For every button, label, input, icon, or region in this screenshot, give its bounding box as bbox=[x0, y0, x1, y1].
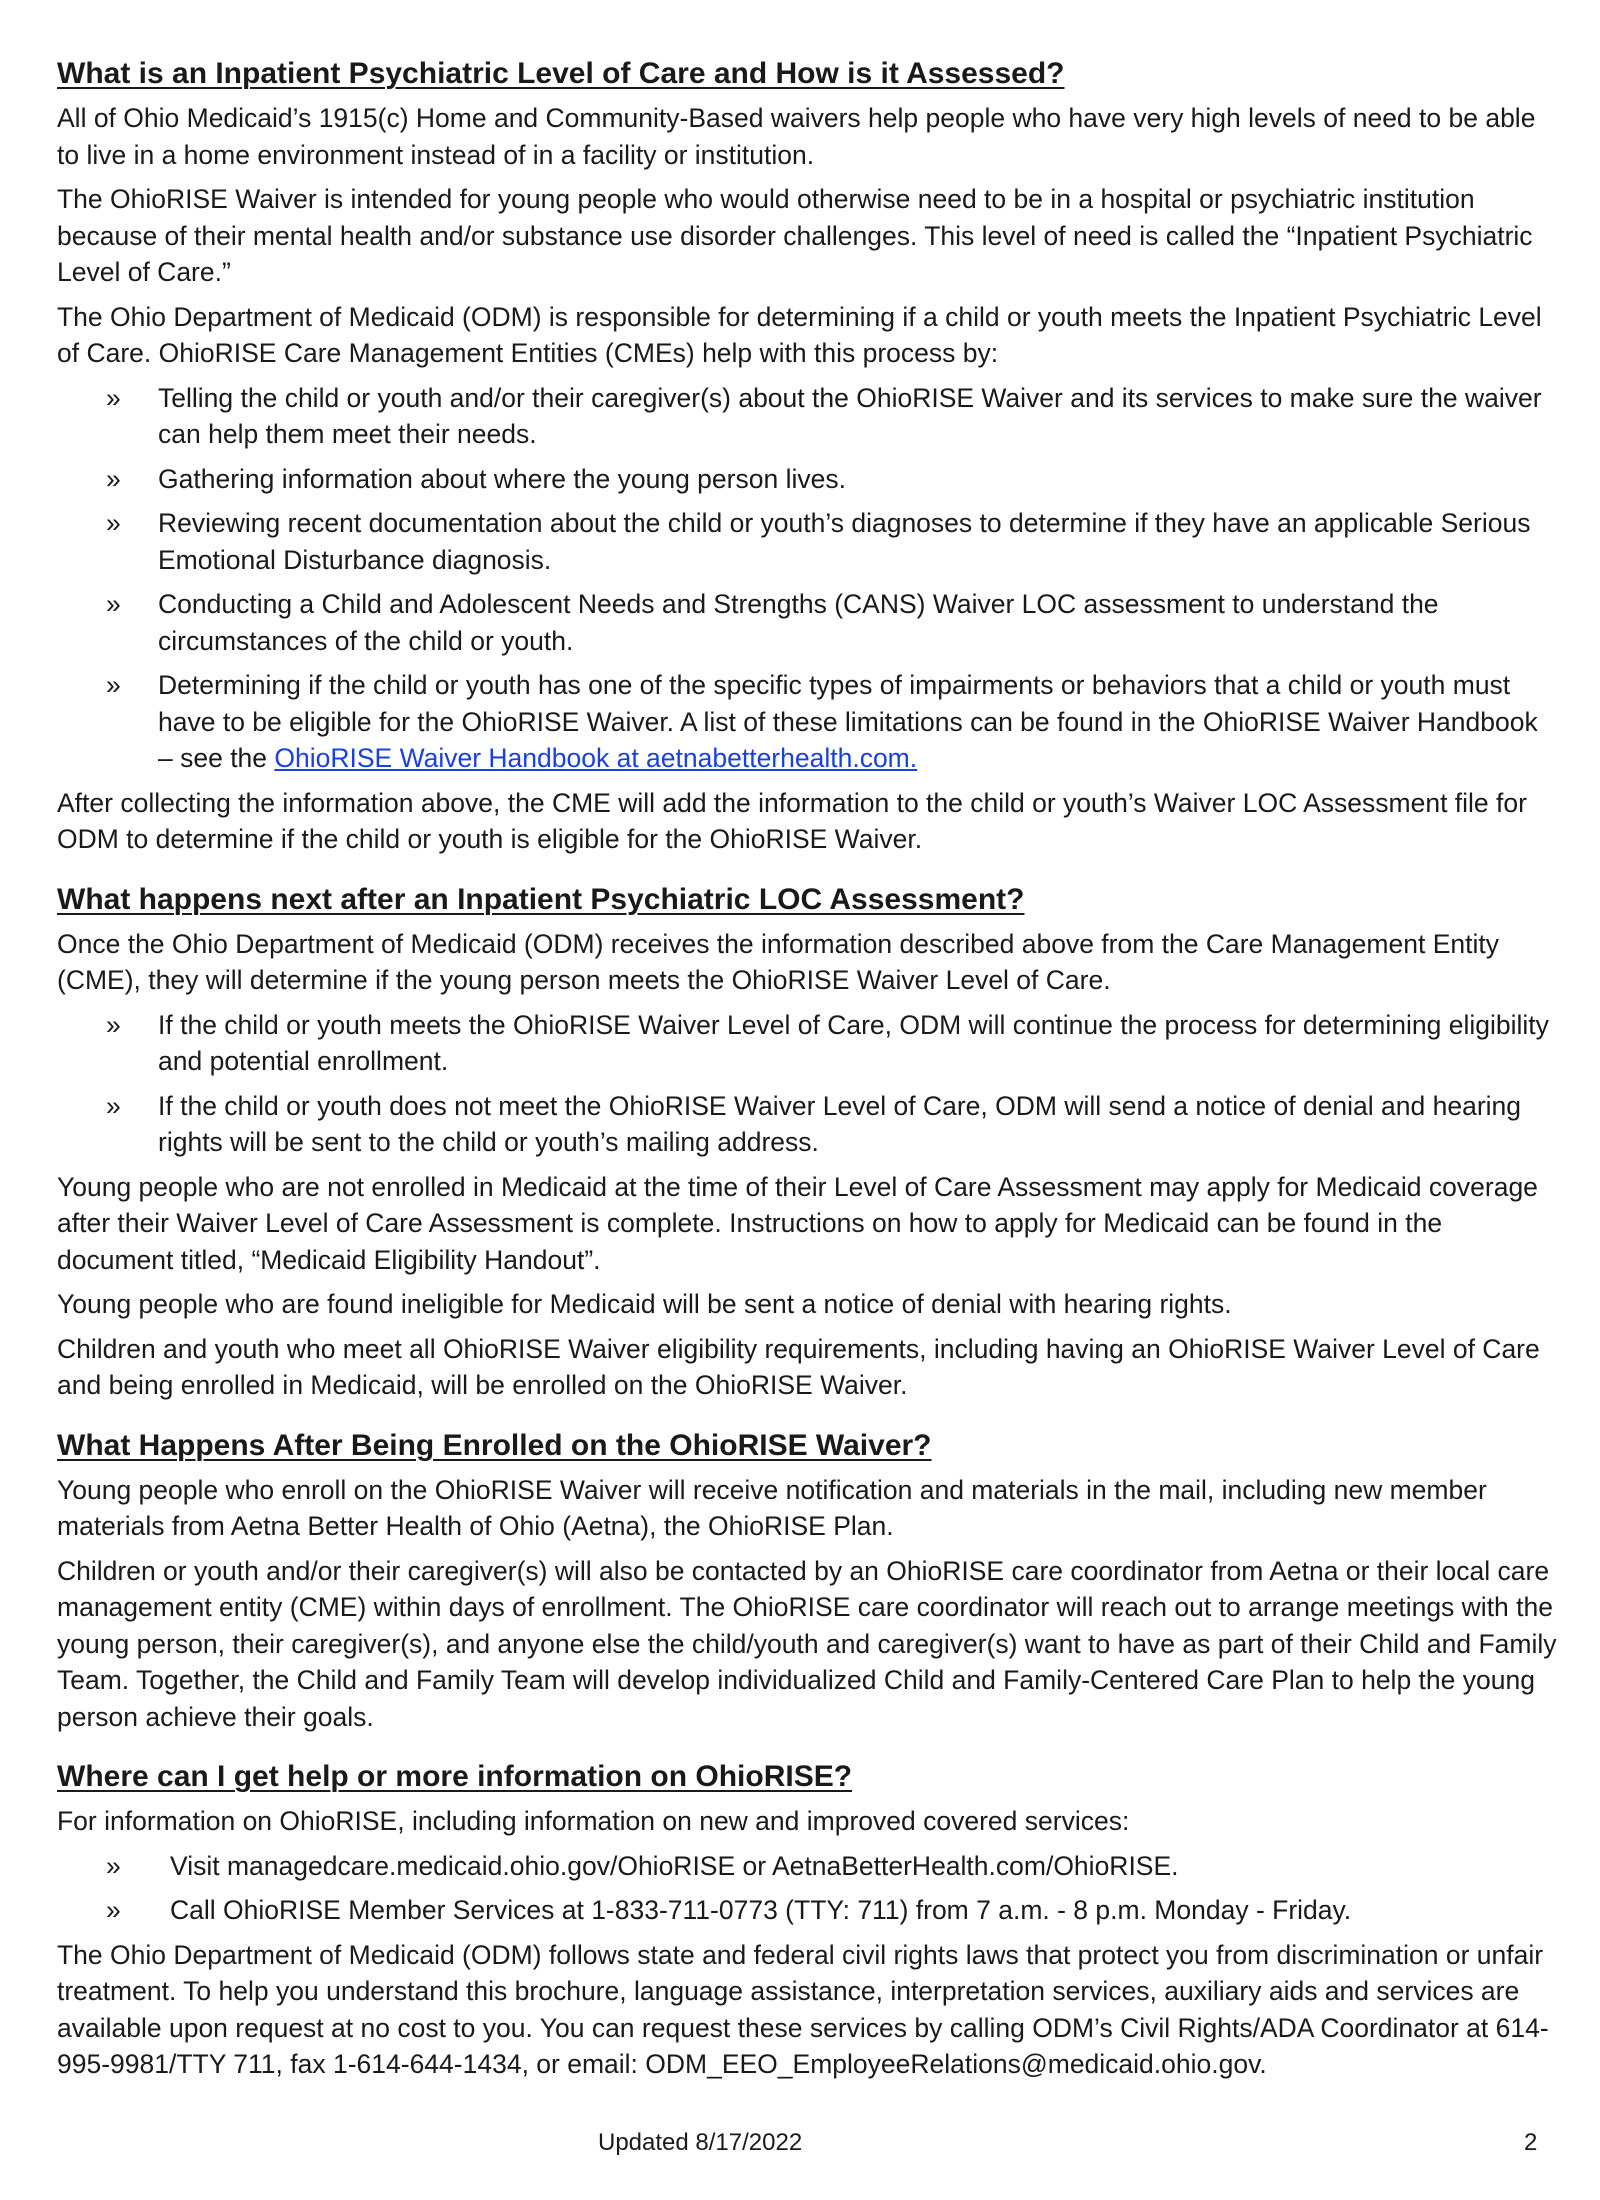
civil-rights-notice: The Ohio Department of Medicaid (ODM) follows state and federal civil rights laws that protect you from discrimination or unfair treatment. To help you understand this brochure, language assistance, interpretation services, auxiliary aids and services are available upon request at no cost to you. You can request these services by calling ODM’s Civil Rights/ADA Coordinator at 614-995-9981/TTY 711, fax 1-614-644-1434, or email: ODM_EEO_EmployeeRelations@medicaid.ohio.gov. bbox=[57, 1939, 1549, 2079]
contact-list bbox=[57, 1848, 1557, 1929]
list-item-text: Gathering information about where the young person lives. bbox=[158, 463, 846, 494]
list-item-text: Visit managedcare.medicaid.ohio.gov/OhioRISE or AetnaBetterHealth.com/OhioRISE. bbox=[170, 1850, 1179, 1881]
document-body bbox=[57, 54, 1557, 2105]
footer-updated-date: Updated 8/17/2022 bbox=[598, 2129, 803, 2156]
bullet-marker: » bbox=[106, 508, 121, 538]
list-item bbox=[106, 1007, 1557, 1080]
list-item-text: Telling the child or youth and/or their caregiver(s) about the OhioRISE Waiver and its services to make sure the waiver can help them meet their needs. bbox=[158, 382, 1542, 449]
list-item bbox=[106, 667, 1557, 777]
section-heading: What happens next after an Inpatient Psychiatric LOC Assessment? bbox=[57, 882, 1025, 916]
list-item-text: Reviewing recent documentation about the child or youth’s diagnoses to determine if they have an applicable Serious Emotional Disturbance diagnosis. bbox=[158, 508, 1531, 575]
cme-process-list bbox=[57, 380, 1557, 777]
list-item bbox=[106, 1088, 1557, 1161]
list-item-text: Call OhioRISE Member Services at 1-833-711-0773 (TTY: 711) from 7 a.m. - 8 p.m. Monday - Friday. bbox=[170, 1895, 1352, 1925]
section-help-info bbox=[57, 1757, 1557, 2083]
bullet-marker: » bbox=[106, 1009, 121, 1040]
bullet-marker: » bbox=[106, 463, 121, 494]
paragraph: After collecting the information above, the CME will add the information to the child or youth’s Waiver LOC Assessment file for ODM to determine if the child or youth is eligible for the OhioRISE Waiver. bbox=[57, 787, 1527, 854]
bullet-marker: » bbox=[106, 1895, 121, 1925]
paragraph: Young people who are found ineligible for Medicaid will be sent a notice of denial with hearing rights. bbox=[57, 1289, 1232, 1319]
handbook-link[interactable]: OhioRISE Waiver Handbook at aetnabetterhealth.com. bbox=[274, 743, 918, 773]
list-item bbox=[106, 461, 1557, 498]
section-after-enrollment bbox=[57, 1426, 1557, 1736]
paragraph: The OhioRISE Waiver is intended for young people who would otherwise need to be in a hospital or psychiatric institution because of their mental health and/or substance use disorder challenges. This level of need is called the “Inpatient Psychiatric Level of Care.” bbox=[57, 184, 1533, 287]
paragraph: Children or youth and/or their caregiver(s) will also be contacted by an OhioRISE care coordinator from Aetna or their local care management entity (CME) within days of enrollment. The OhioRISE care coordinator will reach out to arrange meetings with the young person, their caregiver(s), and anyone else the child/youth and caregiver(s) want to have as part of their Child and Family Team. Together, the Child and Family Team will develop individualized Child and Family-Centered Care Plan to help the young person achieve their goals. bbox=[57, 1555, 1557, 1732]
paragraph: Young people who are not enrolled in Medicaid at the time of their Level of Care Assessment may apply for Medicaid coverage after their Waiver Level of Care Assessment is complete. Instructions on how to apply for Medicaid can be found in the document titled, “Medicaid Eligibility Handout”. bbox=[57, 1171, 1538, 1275]
bullet-marker: » bbox=[106, 670, 121, 700]
list-item-text: If the child or youth meets the OhioRISE Waiver Level of Care, ODM will continue the process for determining eligibility and potential enrollment. bbox=[158, 1009, 1549, 1076]
paragraph: The Ohio Department of Medicaid (ODM) is responsible for determining if a child or youth meets the Inpatient Psychiatric Level of Care. OhioRISE Care Management Entities (CMEs) help with this process by: bbox=[57, 301, 1542, 368]
paragraph: For information on OhioRISE, including information on new and improved covered services: bbox=[57, 1806, 1130, 1836]
paragraph: Young people who enroll on the OhioRISE Waiver will receive notification and materials in the mail, including new member materials from Aetna Better Health of Ohio (Aetna), the OhioRISE Plan. bbox=[57, 1474, 1487, 1541]
bullet-marker: » bbox=[106, 382, 121, 413]
section-next-steps bbox=[57, 880, 1557, 1404]
section-heading: What Happens After Being Enrolled on the OhioRISE Waiver? bbox=[57, 1428, 932, 1462]
list-item-text: Conducting a Child and Adolescent Needs and Strengths (CANS) Waiver LOC assessment to understand the circumstances of the child or youth. bbox=[158, 589, 1439, 656]
list-item bbox=[106, 1892, 1557, 1929]
bullet-marker: » bbox=[106, 1850, 121, 1881]
section-heading: Where can I get help or more information on OhioRISE? bbox=[57, 1760, 853, 1793]
list-item bbox=[106, 505, 1557, 578]
paragraph: Once the Ohio Department of Medicaid (ODM) receives the information described above from the Care Management Entity (CME), they will determine if the young person meets the OhioRISE Waiver Level of Care. bbox=[57, 928, 1499, 995]
bullet-marker: » bbox=[106, 589, 121, 619]
paragraph: All of Ohio Medicaid’s 1915(c) Home and Community-Based waivers help people who have very high levels of need to be able to live in a home environment instead of in a facility or institution. bbox=[57, 103, 1536, 170]
section-heading: What is an Inpatient Psychiatric Level of Care and How is it Assessed? bbox=[57, 57, 1065, 90]
section-inpatient-loc bbox=[57, 54, 1557, 858]
list-item bbox=[106, 1848, 1557, 1885]
list-item-text: If the child or youth does not meet the OhioRISE Waiver Level of Care, ODM will send a notice of denial and hearing rights will be sent to the child or youth’s mailing address. bbox=[158, 1090, 1522, 1157]
outcome-list bbox=[57, 1007, 1557, 1161]
bullet-marker: » bbox=[106, 1090, 121, 1121]
list-item bbox=[106, 380, 1557, 453]
paragraph: Children and youth who meet all OhioRISE Waiver eligibility requirements, including having an OhioRISE Waiver Level of Care and being enrolled in Medicaid, will be enrolled on the OhioRISE Waiver. bbox=[57, 1333, 1540, 1400]
list-item bbox=[106, 586, 1557, 659]
page-number: 2 bbox=[1524, 2129, 1538, 2156]
list-item-text: Determining if the child or youth has one of the specific types of impairments or behaviors that a child or youth must have to be eligible for the OhioRISE Waiver. A list of these limitations can be found in the OhioRISE Waiver Handbook – see the bbox=[158, 670, 1538, 773]
